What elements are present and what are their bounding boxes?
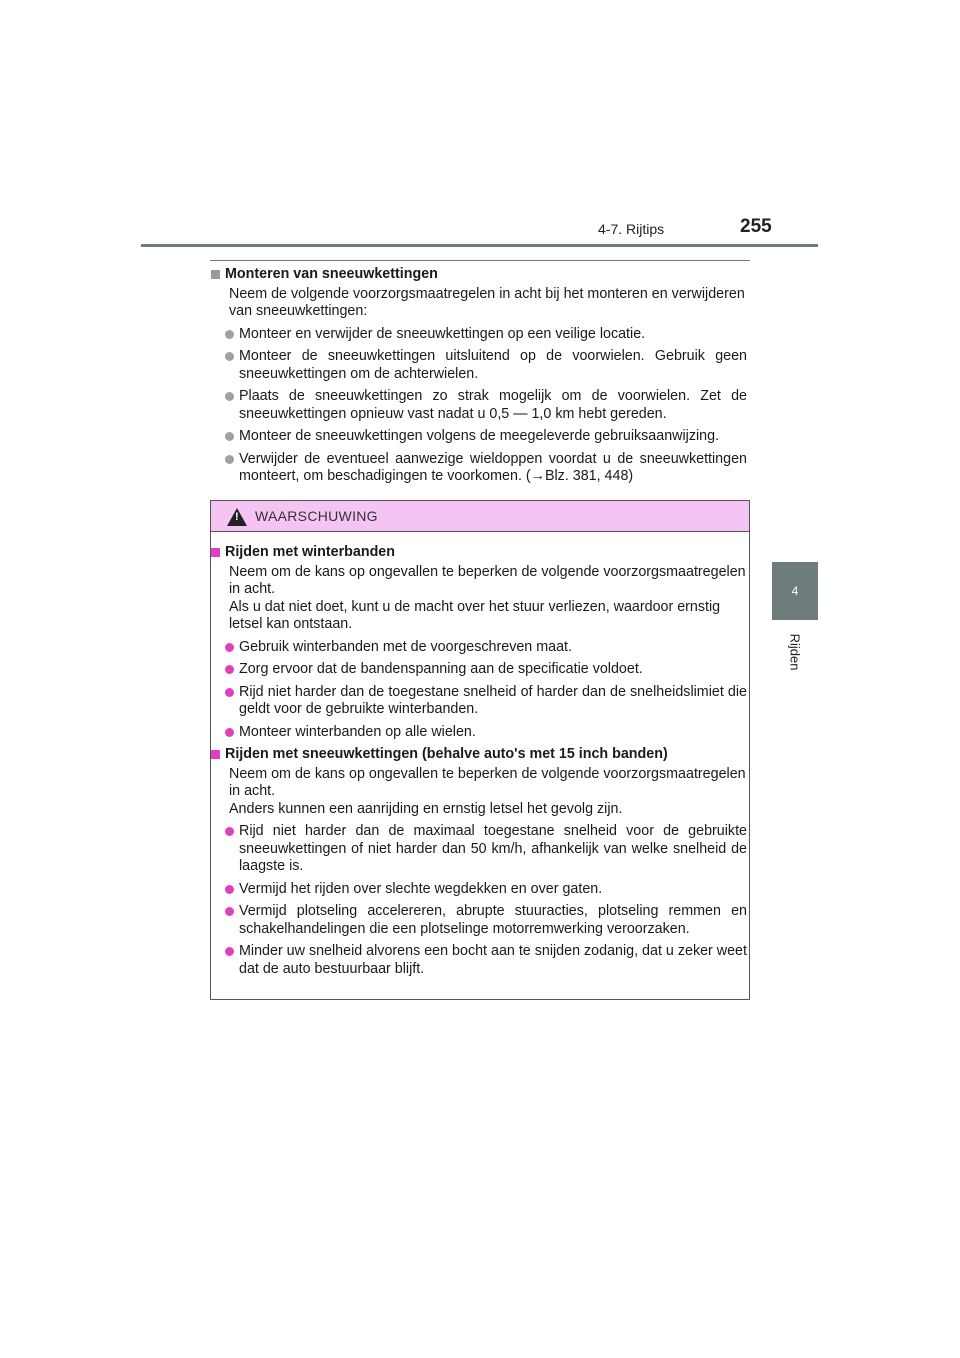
list-item-text: Monteer de sneeuwkettingen uitsluitend op de voorwielen. Gebruik geen sneeuwkettingen om de achterwielen. <box>239 348 747 382</box>
round-bullet-icon <box>225 643 234 652</box>
list-item <box>211 903 747 938</box>
list-item <box>211 823 747 876</box>
square-bullet-icon <box>211 270 220 279</box>
square-bullet-icon <box>211 548 220 557</box>
list-item-text: Verwijder de eventueel aanwezige wieldoppen voordat u de sneeuwkettingen monteert, om beschadigingen te voorkomen. (→Blz. 381, 448) <box>239 450 747 484</box>
list-item-text: Monteer winterbanden op alle wielen. <box>239 723 476 740</box>
list-item <box>211 428 747 446</box>
round-bullet-icon <box>225 907 234 916</box>
header-rule <box>141 244 818 247</box>
round-bullet-icon <box>225 432 234 441</box>
round-bullet-icon <box>225 665 234 674</box>
snow-chains-intro: Neem om de kans op ongevallen te beperken de volgende voorzorgsmaatregelen in acht. <box>229 765 746 799</box>
winter-tires-section <box>211 544 747 983</box>
warning-title: WAARSCHUWING <box>255 508 378 524</box>
list-item <box>211 326 747 344</box>
chapter-tab: 4 <box>772 562 818 620</box>
warning-header: ! WAARSCHUWING <box>211 501 749 532</box>
winter-tires-title: Rijden met winterbanden <box>225 544 395 560</box>
list-item <box>211 451 747 486</box>
round-bullet-icon <box>225 688 234 697</box>
round-bullet-icon <box>225 455 234 464</box>
list-item-text: Vermijd het rijden over slechte wegdekken en over gaten. <box>239 880 603 897</box>
mounting-intro: Neem de volgende voorzorgsmaatregelen in acht bij het monteren en verwijderen van sneeuwkettingen: <box>229 285 745 319</box>
round-bullet-icon <box>225 728 234 737</box>
chapter-tab-label: Rijden <box>787 633 803 671</box>
list-item <box>211 348 747 383</box>
content-top-rule <box>210 260 750 261</box>
section-header: 4-7. Rijtips <box>598 221 665 237</box>
round-bullet-icon <box>225 330 234 339</box>
snow-chains-consequence: Anders kunnen een aanrijding en ernstig letsel het gevolg zijn. <box>229 800 623 817</box>
round-bullet-icon <box>225 827 234 836</box>
list-item-text: Zorg ervoor dat de bandenspanning aan de specificatie voldoet. <box>239 661 643 677</box>
list-item <box>211 639 747 657</box>
list-item-text: Vermijd plotseling accelereren, abrupte stuuracties, plotseling remmen en schakelhandelingen die een plotselinge motorremwerking veroorzaken. <box>239 903 747 937</box>
mounting-heading <box>211 266 747 284</box>
list-item-text: Plaats de sneeuwkettingen zo strak mogelijk om de voorwielen. Zet de sneeuwkettingen opnieuw vast nadat u 0,5 — 1,0 km hebt gereden. <box>239 388 747 422</box>
list-item-text: Monteer en verwijder de sneeuwkettingen op een veilige locatie. <box>239 325 646 342</box>
list-item-text: Minder uw snelheid alvorens een bocht aan te snijden zodanig, dat u zeker weet dat de auto bestuurbaar blijft. <box>239 943 747 977</box>
snow-chains-bullets <box>211 823 747 978</box>
mounting-section <box>211 266 747 491</box>
list-item-text: Gebruik winterbanden met de voorgeschreven maat. <box>239 638 572 655</box>
list-item-text: Rijd niet harder dan de maximaal toegestane snelheid voor de gebruikte sneeuwkettingen of niet harder dan 50 km/h, afhankelijk van welke snelheid de laagste is. <box>239 823 747 874</box>
list-item-text: Monteer de sneeuwkettingen volgens de meegeleverde gebruiksaanwijzing. <box>239 428 720 444</box>
list-item <box>211 661 747 679</box>
winter-tires-intro: Neem om de kans op ongevallen te beperken de volgende voorzorgsmaatregelen in acht. <box>229 563 746 597</box>
round-bullet-icon <box>225 392 234 401</box>
list-item <box>211 388 747 423</box>
list-item <box>211 881 747 899</box>
list-item-text: Rijd niet harder dan de toegestane snelheid of harder dan de snelheidslimiet die geldt voor de gebruikte winterbanden. <box>239 683 747 717</box>
warning-box <box>210 500 750 1000</box>
round-bullet-icon <box>225 885 234 894</box>
winter-tires-heading <box>211 544 747 562</box>
mounting-title: Monteren van sneeuwkettingen <box>225 266 438 282</box>
page-number: 255 <box>740 216 772 237</box>
square-bullet-icon <box>211 750 220 759</box>
round-bullet-icon <box>225 352 234 361</box>
list-item <box>211 943 747 978</box>
list-item <box>211 724 747 742</box>
mounting-bullets <box>211 326 747 486</box>
round-bullet-icon <box>225 947 234 956</box>
snow-chains-title: Rijden met sneeuwkettingen (behalve auto's met 15 inch banden) <box>225 746 668 762</box>
winter-tires-consequence: Als u dat niet doet, kunt u de macht over het stuur verliezen, waardoor ernstig letsel kan ontstaan. <box>229 598 721 632</box>
winter-tires-bullets <box>211 639 747 742</box>
list-item <box>211 684 747 719</box>
snow-chains-heading <box>211 746 747 764</box>
